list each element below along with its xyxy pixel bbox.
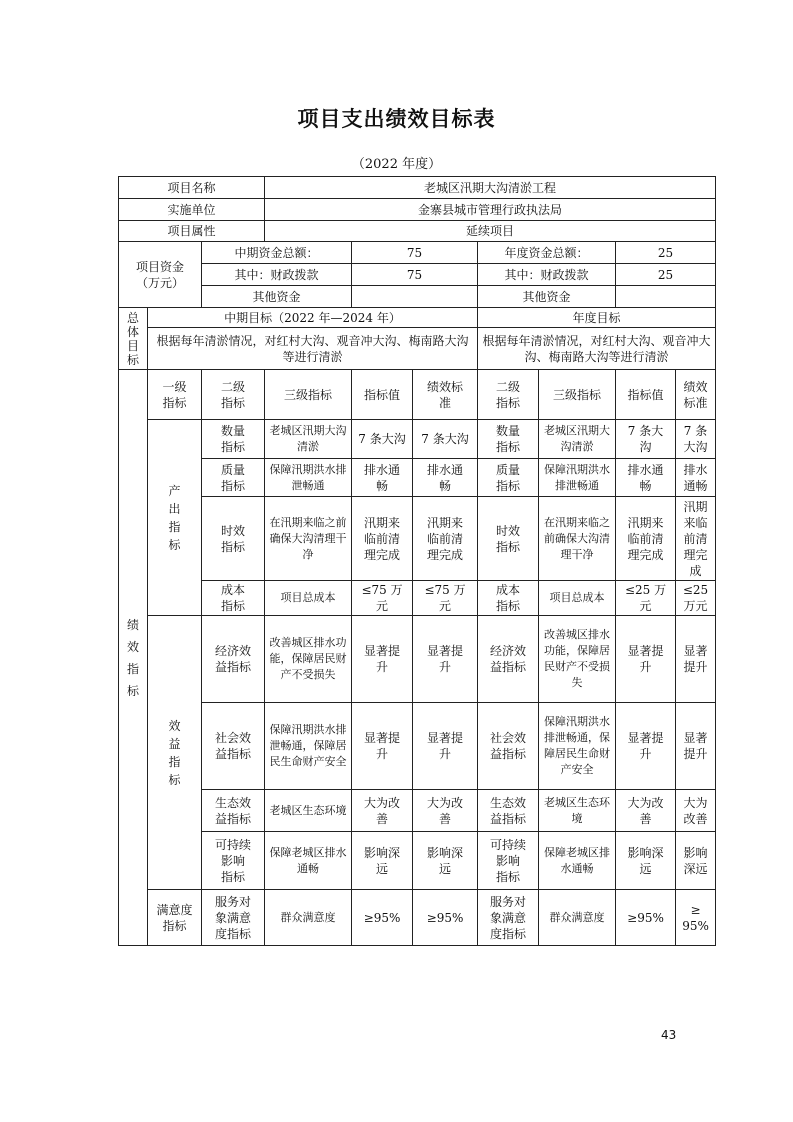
indicator-standard-year: 影响 深远: [676, 832, 716, 890]
satisfaction-value: ≥95%: [352, 890, 413, 946]
perf-label: 绩 效 指 标: [119, 370, 148, 946]
satisfaction-level3: 群众满意度: [265, 890, 352, 946]
indicator-standard: 7 条大沟: [413, 420, 478, 459]
header-standard: 绩效标 准: [413, 370, 478, 420]
mid-fiscal-value: 75: [352, 264, 478, 286]
satisfaction-value-year: ≥95%: [616, 890, 676, 946]
indicator-level3-year: 老城区生态环境: [539, 790, 616, 832]
year-goal-head: 年度目标: [478, 308, 716, 328]
mid-other-label: 其他资金: [202, 286, 352, 308]
indicator-value: 大为改 善: [352, 790, 413, 832]
indicator-level3: 保障汛期洪水排泄畅通: [265, 459, 352, 497]
header-level3-year: 三级指标: [539, 370, 616, 420]
indicator-standard: 排水通 畅: [413, 459, 478, 497]
page-number: 43: [661, 1028, 677, 1042]
table-row: [119, 497, 716, 581]
indicator-standard: 大为改 善: [413, 790, 478, 832]
indicator-standard-year: 汛期 来临 前清 理完 成: [676, 497, 716, 581]
page-title: 项目支出绩效目标表: [297, 107, 496, 131]
header-level1: 一级 指标: [148, 370, 202, 420]
indicator-value: 7 条大沟: [352, 420, 413, 459]
indicator-value-year: 显著提 升: [616, 703, 676, 790]
attr-label: 项目属性: [119, 221, 265, 242]
indicator-value-year: ≤25 万 元: [616, 581, 676, 616]
indicator-value-year: 大为改 善: [616, 790, 676, 832]
indicator-standard-year: 大为 改善: [676, 790, 716, 832]
indicator-level2-year: 时效 指标: [478, 497, 539, 581]
indicator-level2-year: 社会效 益指标: [478, 703, 539, 790]
table-row: [119, 581, 716, 616]
indicator-level2-year: 质量 指标: [478, 459, 539, 497]
header-level3: 三级指标: [265, 370, 352, 420]
project-name-label: 项目名称: [119, 177, 265, 199]
indicator-level3: 项目总成本: [265, 581, 352, 616]
satisfaction-level1: 满意度 指标: [148, 890, 202, 946]
indicator-level3: 保障老城区排水通畅: [265, 832, 352, 890]
satisfaction-standard: ≥95%: [413, 890, 478, 946]
satisfaction-level3-year: 群众满意度: [539, 890, 616, 946]
year-total-value: 25: [616, 242, 716, 264]
indicator-level3-year: 保障老城区排水通畅: [539, 832, 616, 890]
indicator-value: 显著提 升: [352, 616, 413, 703]
table-row: [119, 420, 716, 459]
indicator-value: ≤75 万 元: [352, 581, 413, 616]
indicator-level2: 可持续 影响 指标: [202, 832, 265, 890]
goals-head-row: [119, 308, 716, 328]
satisfaction-level2-year: 服务对 象满意 度指标: [478, 890, 539, 946]
indicator-level3-year: 保障汛期洪水排泄畅通，保障居民生命财产安全: [539, 703, 616, 790]
performance-table: [118, 176, 716, 946]
mid-total-value: 75: [352, 242, 478, 264]
indicator-level3-year: 改善城区排水功能，保障居民财产不受损失: [539, 616, 616, 703]
indicator-value: 影响深 远: [352, 832, 413, 890]
indicator-level3: 在汛期来临之前确保大沟清理干净: [265, 497, 352, 581]
indicator-standard: 显著提 升: [413, 703, 478, 790]
indicator-standard: 显著提 升: [413, 616, 478, 703]
output-indicator-label: 产 出 指 标: [148, 420, 202, 616]
indicator-value: 汛期来 临前清 理完成: [352, 497, 413, 581]
indicator-standard-year: ≤25 万元: [676, 581, 716, 616]
mid-other-value: [352, 286, 478, 308]
indicator-value: 显著提 升: [352, 703, 413, 790]
year-fiscal-value: 25: [616, 264, 716, 286]
indicator-level2: 社会效 益指标: [202, 703, 265, 790]
indicator-level3-year: 保障汛期洪水排泄畅通: [539, 459, 616, 497]
header-value-year: 指标值: [616, 370, 676, 420]
indicator-value: 排水通 畅: [352, 459, 413, 497]
indicator-level2: 数量 指标: [202, 420, 265, 459]
funds-row-total: [119, 242, 716, 264]
table-row: [119, 459, 716, 497]
table-row: [119, 703, 716, 790]
indicator-standard-year: 排水 通畅: [676, 459, 716, 497]
header-level2: 二级 指标: [202, 370, 265, 420]
mid-goal-head: 中期目标（2022 年—2024 年）: [148, 308, 478, 328]
unit-row: [119, 199, 716, 221]
table-row: [119, 832, 716, 890]
indicator-level2: 成本 指标: [202, 581, 265, 616]
table-row: [119, 616, 716, 703]
indicator-standard: 汛期来 临前清 理完成: [413, 497, 478, 581]
mid-total-label: 中期资金总额：: [202, 242, 352, 264]
funds-row-fiscal: [119, 264, 716, 286]
indicator-level3-year: 项目总成本: [539, 581, 616, 616]
benefit-indicator-label: 效 益 指 标: [148, 616, 202, 890]
header-value: 指标值: [352, 370, 413, 420]
table-row: [119, 790, 716, 832]
indicator-standard: 影响深 远: [413, 832, 478, 890]
indicator-level2-year: 生态效 益指标: [478, 790, 539, 832]
header-standard-year: 绩效 标准: [676, 370, 716, 420]
indicator-value-year: 排水通 畅: [616, 459, 676, 497]
indicator-level2: 经济效 益指标: [202, 616, 265, 703]
unit-label: 实施单位: [119, 199, 265, 221]
indicator-standard-year: 7 条 大沟: [676, 420, 716, 459]
indicator-level3: 改善城区排水功能，保障居民财产不受损失: [265, 616, 352, 703]
indicator-level3: 老城区生态环境: [265, 790, 352, 832]
mid-goal-text: 根据每年清淤情况，对红村大沟、观音冲大沟、梅南路大沟等进行清淤: [148, 328, 478, 370]
year-other-value: [616, 286, 716, 308]
project-name-row: [119, 177, 716, 199]
year-fiscal-label: 其中：财政拨款: [478, 264, 616, 286]
indicator-level3: 保障汛期洪水排泄畅通，保障居民生命财产安全: [265, 703, 352, 790]
perf-header-row: [119, 370, 716, 420]
satisfaction-level2: 服务对 象满意 度指标: [202, 890, 265, 946]
satisfaction-standard-year: ≥ 95%: [676, 890, 716, 946]
indicator-level2: 生态效 益指标: [202, 790, 265, 832]
indicator-level2: 时效 指标: [202, 497, 265, 581]
indicator-value-year: 汛期来 临前清 理完成: [616, 497, 676, 581]
indicator-standard-year: 显著 提升: [676, 703, 716, 790]
fiscal-year: （2022 年度）: [351, 157, 442, 172]
goals-label: 总 体 目 标: [119, 308, 148, 370]
project-name-value: 老城区汛期大沟清淤工程: [265, 177, 716, 199]
header-level2-year: 二级 指标: [478, 370, 539, 420]
indicator-standard-year: 显著 提升: [676, 616, 716, 703]
indicator-value-year: 显著提 升: [616, 616, 676, 703]
indicator-level2: 质量 指标: [202, 459, 265, 497]
goals-text-row: [119, 328, 716, 370]
year-total-label: 年度资金总额：: [478, 242, 616, 264]
indicator-level3: 老城区汛期大沟清淤: [265, 420, 352, 459]
attr-value: 延续项目: [265, 221, 716, 242]
indicator-value-year: 影响深 远: [616, 832, 676, 890]
indicator-level3-year: 老城区汛期大沟清淤: [539, 420, 616, 459]
indicator-level3-year: 在汛期来临之前确保大沟清理干净: [539, 497, 616, 581]
indicator-level2-year: 数量 指标: [478, 420, 539, 459]
indicator-level2-year: 可持续 影响 指标: [478, 832, 539, 890]
funds-label: 项目资金 （万元）: [119, 242, 202, 308]
indicator-level2-year: 经济效 益指标: [478, 616, 539, 703]
funds-row-other: [119, 286, 716, 308]
indicator-standard: ≤75 万 元: [413, 581, 478, 616]
unit-value: 金寨县城市管理行政执法局: [265, 199, 716, 221]
indicator-level2-year: 成本 指标: [478, 581, 539, 616]
attr-row: [119, 221, 716, 242]
year-goal-text: 根据每年清淤情况，对红村大沟、观音冲大沟、梅南路大沟等进行清淤: [478, 328, 716, 370]
indicator-value-year: 7 条大 沟: [616, 420, 676, 459]
mid-fiscal-label: 其中：财政拨款: [202, 264, 352, 286]
year-other-label: 其他资金: [478, 286, 616, 308]
satisfaction-row: [119, 890, 716, 946]
